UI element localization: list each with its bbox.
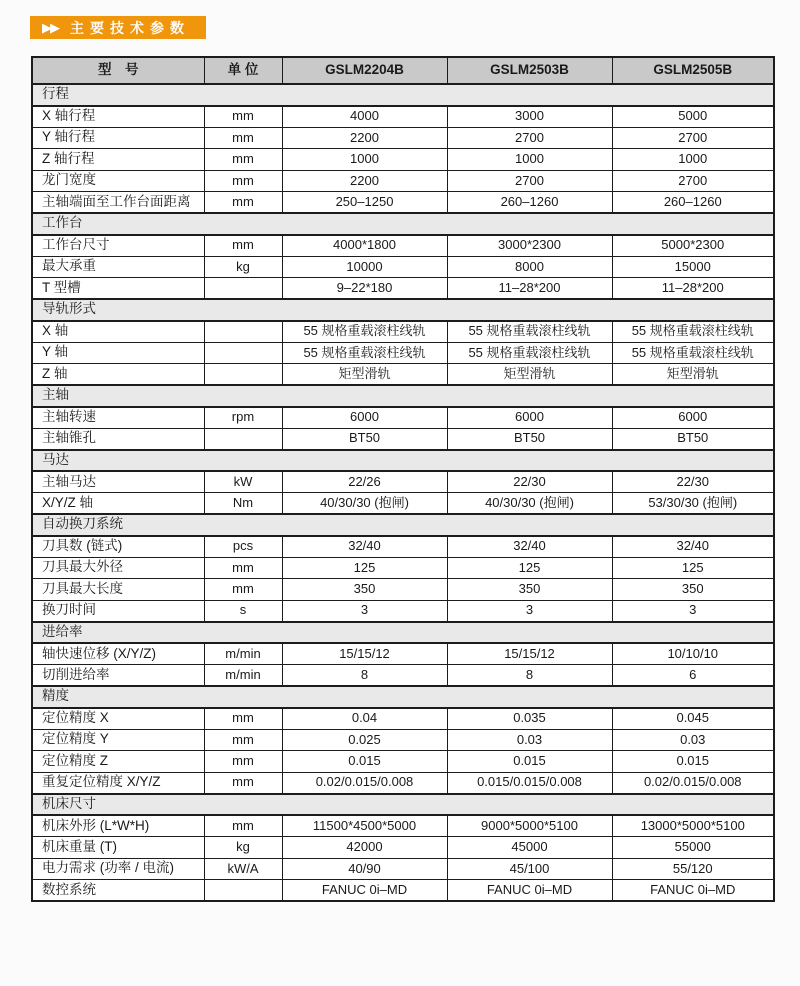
value-cell: 125 <box>612 557 774 579</box>
spec-row <box>32 278 774 300</box>
value-cell: 1000 <box>612 149 774 171</box>
spec-row <box>32 600 774 622</box>
unit-cell: mm <box>204 192 282 214</box>
section-row <box>32 514 774 536</box>
value-cell: 32/40 <box>447 536 612 558</box>
value-cell: 4000*1800 <box>282 235 447 257</box>
section-row <box>32 794 774 816</box>
section-banner <box>30 16 206 39</box>
spec-label-cell: 切削进给率 <box>32 665 204 687</box>
value-cell: 40/30/30 (抱闸) <box>282 493 447 515</box>
spec-label-cell: 刀具最大外径 <box>32 557 204 579</box>
value-cell: 55 规格重载滚柱线轨 <box>612 342 774 364</box>
spec-row <box>32 729 774 751</box>
specs-table-body <box>32 84 774 901</box>
spec-row <box>32 858 774 880</box>
unit-cell <box>204 428 282 450</box>
spec-row <box>32 643 774 665</box>
value-cell: 6000 <box>447 407 612 429</box>
value-cell: 55 规格重载滚柱线轨 <box>282 342 447 364</box>
spec-label-cell: 机床重量 (T) <box>32 837 204 859</box>
value-cell: FANUC 0i–MD <box>282 880 447 902</box>
spec-row <box>32 407 774 429</box>
spec-label-cell: Z 轴 <box>32 364 204 386</box>
unit-cell: pcs <box>204 536 282 558</box>
section-title: 行程 <box>32 84 774 106</box>
spec-row <box>32 149 774 171</box>
unit-cell: mm <box>204 149 282 171</box>
spec-row <box>32 837 774 859</box>
value-cell: 0.03 <box>612 729 774 751</box>
spec-label-cell: 轴快速位移 (X/Y/Z) <box>32 643 204 665</box>
spec-row <box>32 471 774 493</box>
unit-cell: rpm <box>204 407 282 429</box>
value-cell: 9000*5000*5100 <box>447 815 612 837</box>
spec-label-cell: 电力需求 (功率 / 电流) <box>32 858 204 880</box>
spec-row <box>32 579 774 601</box>
value-cell: BT50 <box>612 428 774 450</box>
spec-row <box>32 321 774 343</box>
unit-cell <box>204 364 282 386</box>
value-cell: 45/100 <box>447 858 612 880</box>
banner-title: 主要技术参数 <box>70 19 190 36</box>
value-cell: 260–1260 <box>447 192 612 214</box>
spec-row <box>32 428 774 450</box>
value-cell: 0.02/0.015/0.008 <box>282 772 447 794</box>
value-cell: 0.025 <box>282 729 447 751</box>
unit-cell <box>204 321 282 343</box>
value-cell: 22/30 <box>612 471 774 493</box>
value-cell: BT50 <box>447 428 612 450</box>
value-cell: 15/15/12 <box>447 643 612 665</box>
unit-cell: mm <box>204 815 282 837</box>
value-cell: 0.02/0.015/0.008 <box>612 772 774 794</box>
value-cell: 3 <box>447 600 612 622</box>
section-row <box>32 84 774 106</box>
double-right-arrow-icon: ▶▶ <box>42 20 58 35</box>
value-cell: 11–28*200 <box>447 278 612 300</box>
value-cell: 6000 <box>282 407 447 429</box>
spec-row <box>32 192 774 214</box>
value-cell: 3 <box>612 600 774 622</box>
value-cell: 3000*2300 <box>447 235 612 257</box>
model-name-header: GSLM2204B <box>282 57 447 84</box>
value-cell: 125 <box>447 557 612 579</box>
value-cell: 15000 <box>612 256 774 278</box>
value-cell: 8 <box>282 665 447 687</box>
unit-cell <box>204 278 282 300</box>
spec-label-cell: X 轴 <box>32 321 204 343</box>
value-cell: 350 <box>282 579 447 601</box>
spec-label-cell: 定位精度 X <box>32 708 204 730</box>
spec-row <box>32 772 774 794</box>
value-cell: 55000 <box>612 837 774 859</box>
spec-label-cell: 主轴马达 <box>32 471 204 493</box>
value-cell: 22/26 <box>282 471 447 493</box>
value-cell: 2700 <box>612 127 774 149</box>
spec-label-cell: 定位精度 Y <box>32 729 204 751</box>
value-cell: 0.035 <box>447 708 612 730</box>
value-cell: 55 规格重载滚柱线轨 <box>282 321 447 343</box>
spec-row <box>32 815 774 837</box>
spec-label-cell: T 型槽 <box>32 278 204 300</box>
value-cell: 10000 <box>282 256 447 278</box>
value-cell: 6 <box>612 665 774 687</box>
unit-cell <box>204 342 282 364</box>
model-name-header: GSLM2503B <box>447 57 612 84</box>
unit-cell: kW/A <box>204 858 282 880</box>
value-cell: 0.04 <box>282 708 447 730</box>
unit-cell: mm <box>204 772 282 794</box>
specs-table <box>31 56 775 902</box>
section-row <box>32 686 774 708</box>
value-cell: 矩型滑轨 <box>447 364 612 386</box>
value-cell: 260–1260 <box>612 192 774 214</box>
value-cell: 53/30/30 (抱闸) <box>612 493 774 515</box>
value-cell: 42000 <box>282 837 447 859</box>
section-title: 精度 <box>32 686 774 708</box>
spec-row <box>32 880 774 902</box>
value-cell: 1000 <box>447 149 612 171</box>
value-cell: FANUC 0i–MD <box>612 880 774 902</box>
value-cell: 32/40 <box>612 536 774 558</box>
unit-cell: Nm <box>204 493 282 515</box>
spec-label-cell: 定位精度 Z <box>32 751 204 773</box>
spec-label-cell: 主轴端面至工作台面距离 <box>32 192 204 214</box>
value-cell: 0.015/0.015/0.008 <box>447 772 612 794</box>
value-cell: 2700 <box>447 127 612 149</box>
value-cell: 11–28*200 <box>612 278 774 300</box>
section-title: 自动换刀系统 <box>32 514 774 536</box>
value-cell: 3000 <box>447 106 612 128</box>
unit-cell: mm <box>204 708 282 730</box>
unit-cell: mm <box>204 170 282 192</box>
value-cell: 0.015 <box>282 751 447 773</box>
section-row <box>32 385 774 407</box>
spec-row <box>32 536 774 558</box>
unit-cell: mm <box>204 557 282 579</box>
spec-label-cell: X/Y/Z 轴 <box>32 493 204 515</box>
section-row <box>32 450 774 472</box>
spec-label-cell: 工作台尺寸 <box>32 235 204 257</box>
unit-cell: m/min <box>204 643 282 665</box>
spec-row <box>32 364 774 386</box>
value-cell: 1000 <box>282 149 447 171</box>
specs-table-header <box>32 57 774 84</box>
value-cell: 8 <box>447 665 612 687</box>
value-cell: 5000 <box>612 106 774 128</box>
unit-cell: mm <box>204 729 282 751</box>
spec-row <box>32 170 774 192</box>
model-column-header: 型 号 <box>32 57 204 84</box>
unit-cell: mm <box>204 751 282 773</box>
value-cell: 40/90 <box>282 858 447 880</box>
value-cell: 55 规格重载滚柱线轨 <box>447 321 612 343</box>
spec-label-cell: 换刀时间 <box>32 600 204 622</box>
value-cell: 55 规格重载滚柱线轨 <box>447 342 612 364</box>
section-title: 进给率 <box>32 622 774 644</box>
unit-cell: kW <box>204 471 282 493</box>
spec-row <box>32 235 774 257</box>
spec-label-cell: Y 轴 <box>32 342 204 364</box>
value-cell: 22/30 <box>447 471 612 493</box>
unit-column-header: 单 位 <box>204 57 282 84</box>
value-cell: 3 <box>282 600 447 622</box>
value-cell: 55 规格重载滚柱线轨 <box>612 321 774 343</box>
value-cell: 5000*2300 <box>612 235 774 257</box>
value-cell: 9–22*180 <box>282 278 447 300</box>
section-title: 机床尺寸 <box>32 794 774 816</box>
value-cell: 32/40 <box>282 536 447 558</box>
value-cell: 0.015 <box>612 751 774 773</box>
section-row <box>32 299 774 321</box>
value-cell: 350 <box>447 579 612 601</box>
value-cell: FANUC 0i–MD <box>447 880 612 902</box>
spec-label-cell: Z 轴行程 <box>32 149 204 171</box>
spec-row <box>32 106 774 128</box>
value-cell: 6000 <box>612 407 774 429</box>
spec-row <box>32 751 774 773</box>
value-cell: 矩型滑轨 <box>612 364 774 386</box>
value-cell: 10/10/10 <box>612 643 774 665</box>
spec-row <box>32 342 774 364</box>
spec-label-cell: 龙门宽度 <box>32 170 204 192</box>
value-cell: 13000*5000*5100 <box>612 815 774 837</box>
spec-row <box>32 557 774 579</box>
spec-label-cell: 数控系统 <box>32 880 204 902</box>
section-title: 工作台 <box>32 213 774 235</box>
spec-row <box>32 708 774 730</box>
value-cell: 15/15/12 <box>282 643 447 665</box>
unit-cell: mm <box>204 127 282 149</box>
section-title: 主轴 <box>32 385 774 407</box>
value-cell: 250–1250 <box>282 192 447 214</box>
value-cell: 矩型滑轨 <box>282 364 447 386</box>
spec-label-cell: Y 轴行程 <box>32 127 204 149</box>
value-cell: 0.03 <box>447 729 612 751</box>
section-title: 导轨形式 <box>32 299 774 321</box>
spec-row <box>32 127 774 149</box>
spec-label-cell: X 轴行程 <box>32 106 204 128</box>
unit-cell: mm <box>204 579 282 601</box>
unit-cell: kg <box>204 837 282 859</box>
section-row <box>32 622 774 644</box>
value-cell: 2200 <box>282 127 447 149</box>
spec-label-cell: 最大承重 <box>32 256 204 278</box>
unit-cell: mm <box>204 106 282 128</box>
section-row <box>32 213 774 235</box>
value-cell: BT50 <box>282 428 447 450</box>
value-cell: 45000 <box>447 837 612 859</box>
section-title: 马达 <box>32 450 774 472</box>
unit-cell: s <box>204 600 282 622</box>
value-cell: 55/120 <box>612 858 774 880</box>
model-name-header: GSLM2505B <box>612 57 774 84</box>
header-row <box>32 57 774 84</box>
value-cell: 2700 <box>612 170 774 192</box>
spec-label-cell: 主轴锥孔 <box>32 428 204 450</box>
spec-row <box>32 256 774 278</box>
value-cell: 11500*4500*5000 <box>282 815 447 837</box>
unit-cell: m/min <box>204 665 282 687</box>
spec-label-cell: 刀具数 (链式) <box>32 536 204 558</box>
value-cell: 125 <box>282 557 447 579</box>
value-cell: 0.015 <box>447 751 612 773</box>
spec-row <box>32 665 774 687</box>
value-cell: 40/30/30 (抱闸) <box>447 493 612 515</box>
spec-label-cell: 重复定位精度 X/Y/Z <box>32 772 204 794</box>
value-cell: 4000 <box>282 106 447 128</box>
value-cell: 2200 <box>282 170 447 192</box>
value-cell: 350 <box>612 579 774 601</box>
spec-label-cell: 机床外形 (L*W*H) <box>32 815 204 837</box>
unit-cell: mm <box>204 235 282 257</box>
spec-label-cell: 刀具最大长度 <box>32 579 204 601</box>
value-cell: 8000 <box>447 256 612 278</box>
value-cell: 2700 <box>447 170 612 192</box>
spec-row <box>32 493 774 515</box>
spec-label-cell: 主轴转速 <box>32 407 204 429</box>
unit-cell: kg <box>204 256 282 278</box>
unit-cell <box>204 880 282 902</box>
value-cell: 0.045 <box>612 708 774 730</box>
